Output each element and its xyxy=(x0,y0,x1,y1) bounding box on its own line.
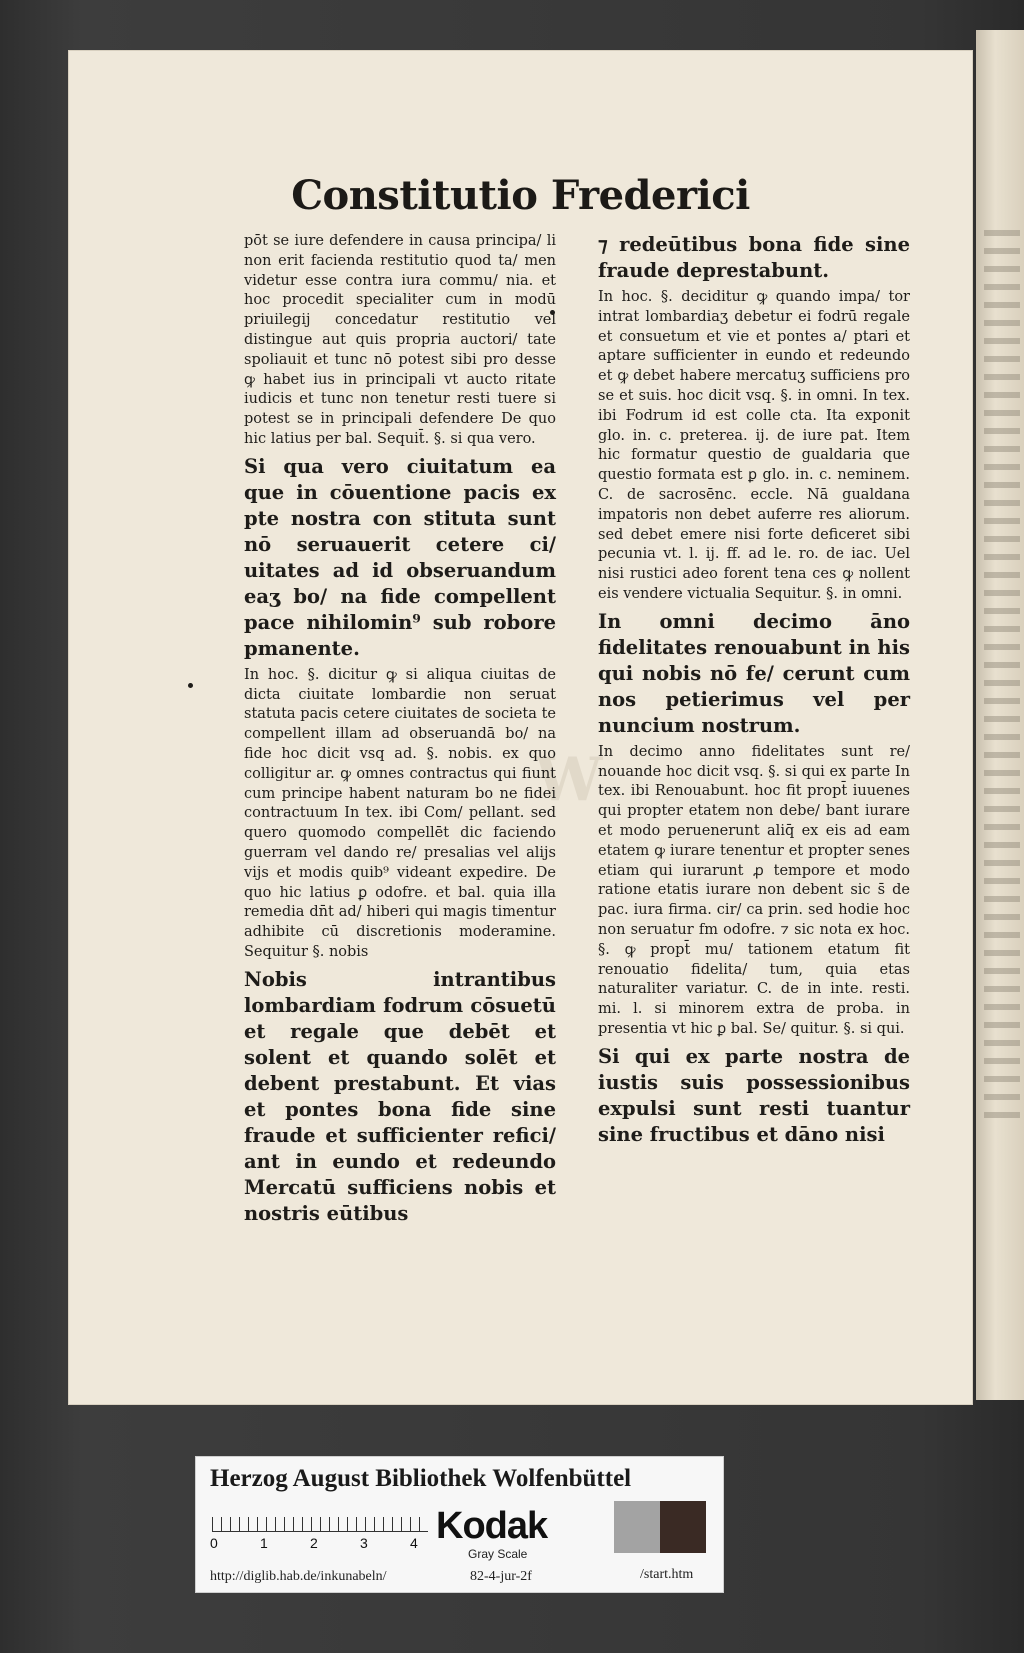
right-column xyxy=(598,232,910,1148)
ruler-number: 0 xyxy=(210,1535,218,1551)
watermark-letter: W xyxy=(535,745,603,815)
gray-swatch-dark xyxy=(660,1501,706,1553)
adjacent-page-edge xyxy=(976,30,1024,1400)
running-head: Constitutio Frederici xyxy=(291,172,750,219)
gray-swatch-light xyxy=(614,1501,660,1553)
commentary-paragraph: pōt se iure defendere in causa principa/ li non erit facienda restitutio quod ta/ men videtur esse contra iura commu/ nia. et hoc procedit specialiter cum in modū priuilegij concedatur restitutio vel distingue aut quis propria auctori/ tate spoliauit et tunc nō potest sibi pro desse ꝙ habet ius in principali vt aucto ritate iudicis et tunc non tenetur resti tuere si potest se in principali defendere De quo hic latius per bal. Sequit̄. §. si qua vero. xyxy=(244,233,556,447)
ruler-number: 3 xyxy=(360,1535,368,1551)
left-column xyxy=(244,232,556,1227)
library-name: Herzog August Bibliothek Wolfenbüttel xyxy=(210,1465,632,1492)
ruler-scale xyxy=(212,1509,428,1532)
library-calibration-label xyxy=(195,1456,724,1593)
statute-text: Si qua vero ciuitatum ea que in cōuentione pacis ex pte nostra con stituta sunt nō seruauerit cetere ci/ uitates ad id obseruandum eaʒ bo/ na fide compellent pace nihilomin⁹ sub robore pmanente. xyxy=(244,454,556,660)
commentary-paragraph: In hoc. §. deciditur ꝙ quando impa/ tor intrat lombardiaʒ debetur ei fodrū regale et consuetum et vie et pontes a/ ptari et aptare sufficienter in eundo et redeundo et ꝙ debet habere mercatuʒ sufficiens pro se et suis. hoc dicit vsq. §. in omni. In tex. ibi Fodrum id est colle cta. Ita exponit glo. in. c. preterea. ij. de iure pat. Item hic formatur questio de gualdaria que questio formata est ꝑ glo. in. c. neminem. C. de sacrosēnc. eccle. Nā gualdana impatoris non debet auferre res aliorum. sed debet emere nisi forte deficeret sibi pecunia vt. l. ij. ff. ad le. ro. de iac. Uel nisi rustici adeo forent tena ces ꝙ nollent eis vendere victualia Sequitur. §. in omni. xyxy=(598,289,910,602)
ruler-number: 4 xyxy=(410,1535,418,1551)
margin-dot xyxy=(188,683,193,688)
ruler-number: 2 xyxy=(310,1535,318,1551)
statute-text: In omni decimo āno fidelitates renouabunt in his qui nobis nō fe/ cerunt cum nos petierimus vel per nuncium nostrum. xyxy=(598,609,910,737)
statute-text: Si qui ex parte nostra de iustis suis possessionibus expulsi sunt resti tuantur sine fructibus et dāno nisi xyxy=(598,1044,910,1146)
statute-text: ⁊ redeūtibus bona fide sine fraude deprestabunt. xyxy=(598,233,910,282)
digital-library-url: http://diglib.hab.de/inkunabeln/ xyxy=(210,1569,387,1584)
commentary-paragraph: In decimo anno fidelitates sunt re/ nouande hoc dicit vsq. §. si qui ex parte In tex. ibi Renouabunt. hoc fit propt̄ iuuenes qui propter etatem non debe/ bant iurare et modo peruenerunt aliq̄ ex eis ad eam etatem ꝙ iurare tenentur et propter senes etiam qui iurarunt ꝓ tempore et modo ratione etatis iurare non debent sic s̄ de pac. iura firma. cir/ ca prin. sed hodie hoc non seruatur fm odofre. ⁊ sic nota ex hoc. §. ꝙ propt̄ mu/ tationem etatum fit renouatio fidelita/ tum, quia etas naturaliter variatur. C. de in inte. resti. mi. l. si minorem extra de proba. in presentia vt hic ꝑ bal. Se/ quitur. §. si qui. xyxy=(598,743,910,1037)
start-page-url: /start.htm xyxy=(640,1567,694,1582)
gray-scale-caption: Gray Scale xyxy=(468,1547,528,1561)
adjacent-page-text-shadow xyxy=(984,230,1020,1130)
statute-text: Nobis intrantibus lombardiam fodrum cōsuetū et regale que debēt et solent et quando solēt et debent prestabunt. Et vias et pontes bona fide sine fraude et sufficienter refici/ ant in eundo et redeundo Mercatū sufficiens nobis et nostris eūtibus xyxy=(244,967,556,1225)
ruler-number: 1 xyxy=(260,1535,268,1551)
commentary-paragraph: In hoc. §. dicitur ꝙ si aliqua ciuitas de dicta ciuitate lombardie non seruat statuta pacis cetere ciuitates de societa te compellent illam ad obseruandā bo/ na fide hoc dicit vsq ad. §. nobis. ex quo colligitur ar. ꝙ omnes contractus qui fiunt cum principe habent naturam bo ne fidei contractuum In tex. ibi Com/ pellant. sed quero quomodo compellēt dic faciendo guerram vel dando re/ presalias vel alijs vijs et modis quib⁹ videant expedire. De quo hic latius ꝑ odofre. et bal. quia illa remedia dn̄t ad/ hiberi qui magis timentur adhibite cū discretionis moderamine. Sequitur §. nobis xyxy=(244,666,556,960)
kodak-logo: Kodak xyxy=(436,1505,548,1547)
shelfmark: 82-4-jur-2f xyxy=(470,1569,532,1584)
